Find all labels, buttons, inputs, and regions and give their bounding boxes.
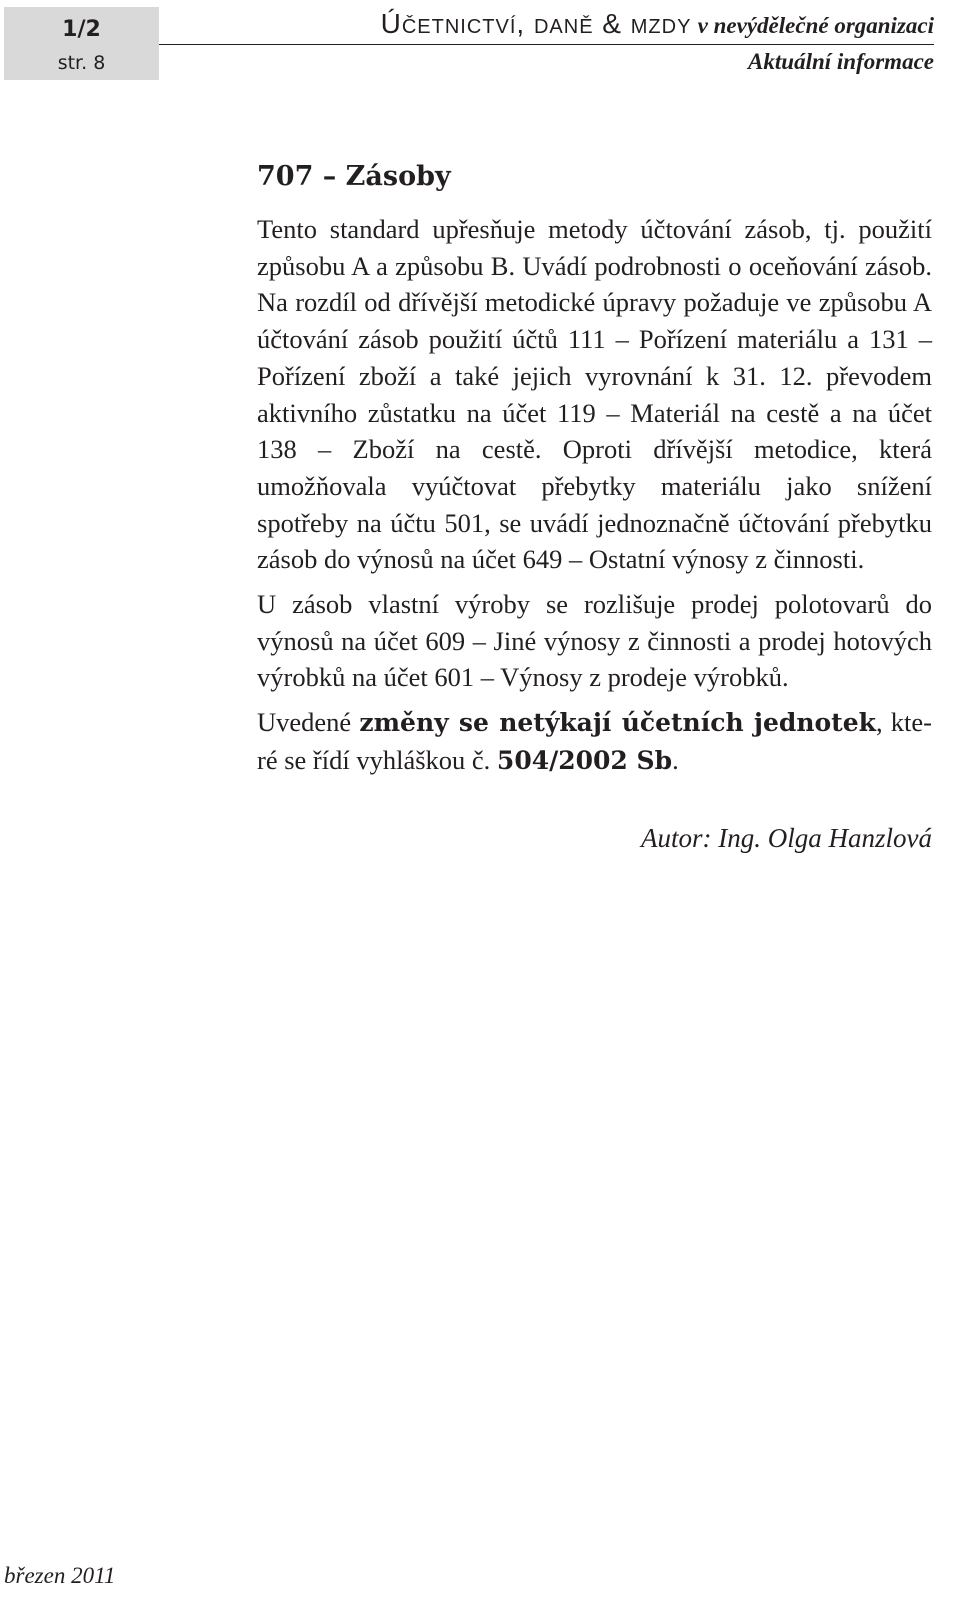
article-author: Autor: Ing. Olga Hanzlová — [641, 822, 932, 853]
publication-title — [381, 8, 934, 42]
issue-number: 1/2 — [62, 17, 101, 42]
article-heading: 707 – Zásoby — [257, 161, 451, 192]
article-paragraph: Tento standard upřesňuje metody účtování zásob, tj. použití způsobu A a způsobu B. Uvádí podrobnosti o oceňování zásob. Na rozdíl od dřívější metodické úpravy požaduje ve způsobu A účtování zásob použití účtů 111 – Pořízení materiálu a 131 – Pořízení zboží a také jejich vyrovnání k 31. 12. převodem aktivního zůstatku na účet 119 – Materiál na cestě a na účet 138 – Zboží na cestě. Oproti dřívější metodice, která umožňovala vyúčtovat přebytky materiálu jako snížení spotřeby na účtu 501, se uvádí jednoznačně účtování přebytku zásob do výnosů na účet 649 – Ostatní výnosy z činnosti. — [257, 214, 932, 575]
closing-prefix: Uvedené — [257, 707, 360, 738]
closing-suffix: . — [672, 744, 679, 775]
header-rule — [159, 44, 934, 45]
page-indicator — [4, 7, 159, 80]
closing-emphasis: změny se netýkají účetních jednotek — [359, 708, 876, 738]
page-number: str. 8 — [57, 52, 106, 74]
regulation-reference: 504/2002 Sb — [496, 745, 673, 775]
article — [257, 157, 932, 856]
article-paragraph: U zásob vlastní výroby se rozlišuje prodej polotovarů do výnosů na účet 609 – Jiné výnosy z činnosti a prodej hotových výrobků na účet 601 – Výnosy z prodeje výrobků. — [257, 589, 932, 693]
publication-brand: Účetnictví, daně & mzdy — [380, 8, 692, 39]
closing-middle: , které se řídí vyhláškou č. — [257, 707, 932, 775]
closing-paragraph — [257, 704, 932, 779]
issue-date: březen 2011 — [4, 1563, 116, 1588]
section-title: Aktuální informace — [748, 49, 934, 74]
publication-subtitle: v nevýdělečné organizaci — [697, 13, 934, 38]
